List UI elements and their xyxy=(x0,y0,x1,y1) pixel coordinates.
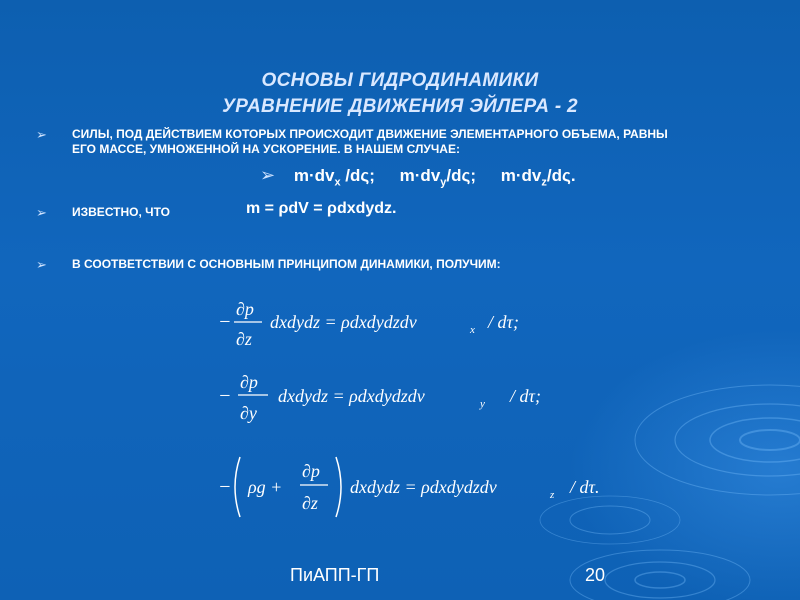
page-number: 20 xyxy=(585,565,606,585)
bullet-forces-line2: ЕГО МАССЕ, УМНОЖЕННОЙ НА УСКОРЕНИЕ. В НАШЕМ СЛУЧАЕ: xyxy=(72,142,460,156)
svg-text:z: z xyxy=(550,489,555,501)
equation-x xyxy=(218,299,519,349)
slide-title: ОСНОВЫ ГИДРОДИНАМИКИ xyxy=(261,70,539,91)
svg-text:dxdydz = ρdxdydzdv: dxdydz = ρdxdydzdv xyxy=(278,386,425,406)
svg-text:∂z: ∂z xyxy=(302,493,318,513)
bullet-forces-text xyxy=(72,127,772,157)
slide-subtitle: УРАВНЕНИЕ ДВИЖЕНИЯ ЭЙЛЕРА - 2 xyxy=(222,96,578,117)
formula-y: $m\cdot dv_y/d\varsigma$; xyxy=(399,166,477,189)
bullet-forces-line1: СИЛЫ, ПОД ДЕЙСТВИЕМ КОТОРЫХ ПРОИСХОДИТ ДВИЖЕНИЕ ЭЛЕМЕНТАРНОГО ОБЪЕМА, РАВНЫ xyxy=(72,127,668,141)
formula-arrow-icon: ➢ xyxy=(260,165,276,185)
svg-text:∂p: ∂p xyxy=(240,372,258,392)
svg-text:dxdydz = ρdxdydzdv: dxdydz = ρdxdydzdv xyxy=(350,477,497,497)
svg-text:−: − xyxy=(218,385,232,407)
svg-text:y: y xyxy=(480,398,485,410)
svg-text:x: x xyxy=(470,324,475,336)
svg-text:∂z: ∂z xyxy=(236,329,252,349)
bullet-arrow-icon: ➢ xyxy=(36,257,47,272)
euler-equations xyxy=(210,285,690,535)
bullet-arrow-icon: ➢ xyxy=(36,205,47,220)
inertia-formula-row xyxy=(260,165,596,188)
svg-text:ρg +: ρg + xyxy=(248,477,283,497)
equation-y xyxy=(218,372,541,423)
formula-x: $m\cdot dv_x$ /dς; xyxy=(293,166,375,189)
svg-text:∂y: ∂y xyxy=(240,403,257,423)
mass-formula: m = ρdV = ρdxdydz. xyxy=(246,200,397,217)
svg-text:−: − xyxy=(218,476,232,498)
svg-text:−: − xyxy=(218,311,232,333)
svg-text:/ dτ.: / dτ. xyxy=(570,477,600,497)
svg-text:/ dτ;: / dτ; xyxy=(510,386,541,406)
svg-text:/ dτ;: / dτ; xyxy=(488,312,519,332)
equation-z xyxy=(218,457,599,517)
bullet-known-text: ИЗВЕСТНО, ЧТО xyxy=(72,205,170,219)
footer-course-label: ПиАПП-ГП xyxy=(290,565,380,585)
formula-z: $m\cdot dv_z/d\varsigma$. xyxy=(500,166,576,189)
bullet-principle-text: В СООТВЕТСТВИИ С ОСНОВНЫМ ПРИНЦИПОМ ДИНАМИКИ, ПОЛУЧИМ: xyxy=(72,257,501,271)
svg-text:∂p: ∂p xyxy=(236,299,254,319)
bullet-arrow-icon: ➢ xyxy=(36,127,47,142)
svg-text:∂p: ∂p xyxy=(302,461,320,481)
svg-text:dxdydz = ρdxdydzdv: dxdydz = ρdxdydzdv xyxy=(270,312,417,332)
